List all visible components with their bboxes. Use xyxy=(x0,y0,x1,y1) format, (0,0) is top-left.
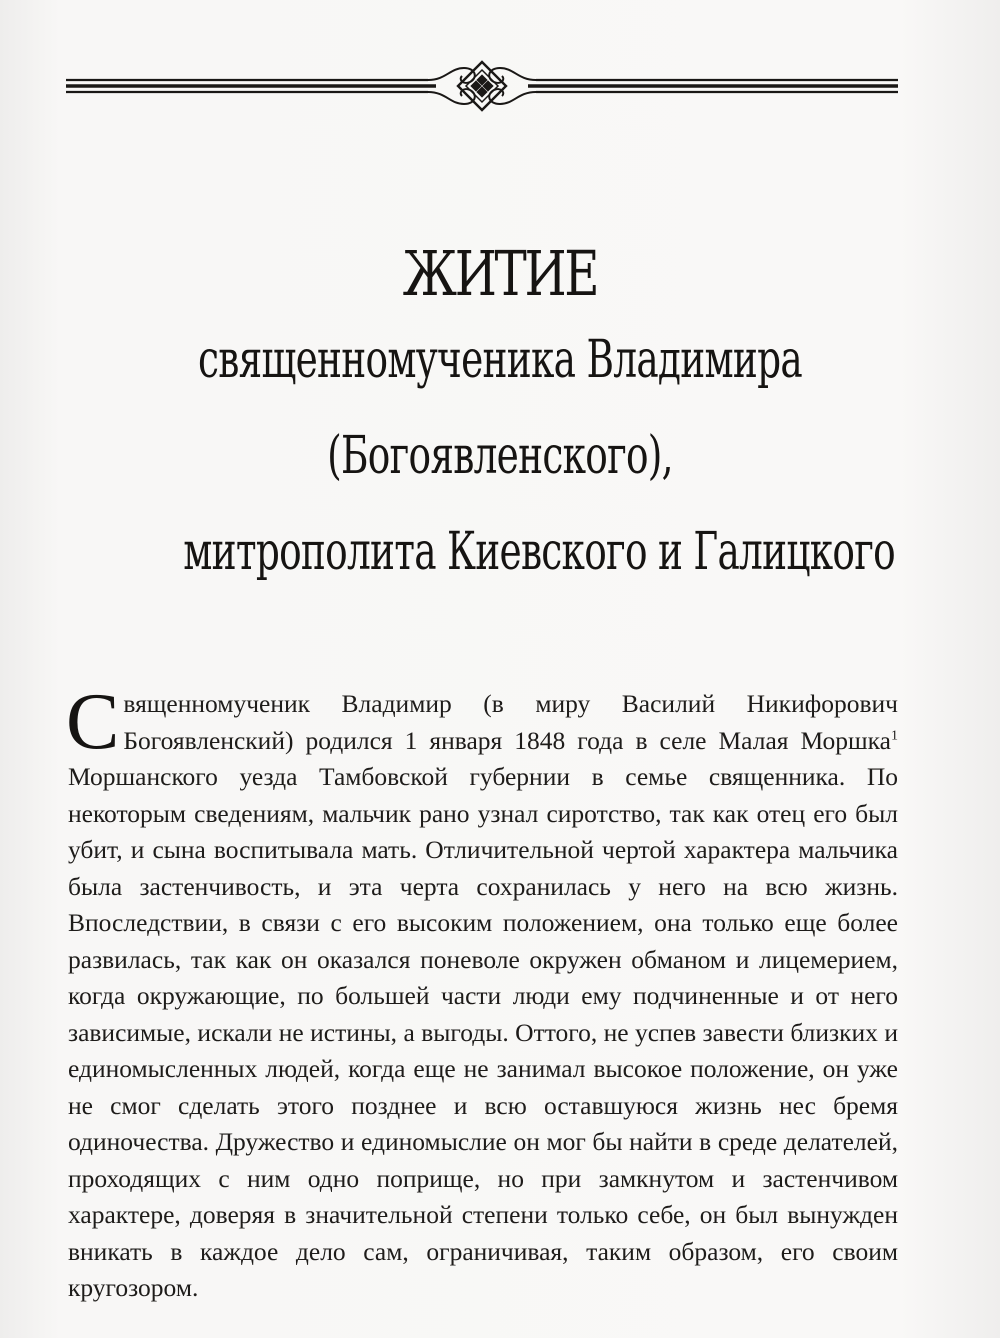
body-paragraph xyxy=(66,678,898,1307)
title-line-1: священномученика Владимира xyxy=(198,330,802,390)
chapter-title xyxy=(60,236,940,600)
title-main: ЖИТИЕ xyxy=(402,237,598,310)
drop-cap: С xyxy=(66,678,120,766)
decorative-header-rule-icon xyxy=(66,58,898,114)
body-text-part-1: вященномученик Владимир (в миру Василий Никифорович Богоявленский) родился 1 января 1848 года в селе Малая Моршка xyxy=(123,689,898,755)
title-line-3: митрополита Киевского и Галицкого xyxy=(183,522,895,582)
footnote-marker[interactable]: 1 xyxy=(891,728,898,743)
title-line-2: (Богоявленского), xyxy=(327,426,673,486)
body-text-part-2: Моршанского уезда Тамбовской губернии в семье священника. По некоторым сведениям, мальчик рано узнал сиротство, так как отец его был убит, и сына воспитывала мать. Отличительной чертой характера мальчика была застенчивость, и эта черта сохранилась у него на всю жизнь. Впоследствии, в связи с его высоким положением, она только еще более развилась, так как он оказался поневоле окружен обманом и лицемерием, когда окружающие, по большей части люди ему подчиненные и от него зависимые, искали не истины, а выгоды. Оттого, не успев завести близких и единомысленных людей, когда еще не занимал высокое положение, он уже не смог сделать этого позднее и всю оставшуюся жизнь нес бремя одиночества. Дружество и единомыслие он мог бы найти в среде делателей, проходящих с ним одно поприще, но при замкнутом и застенчивом характере, доверяя в значительной степени только себе, он был вынужден вникать в каждое дело сам, ограничивая, таким образом, его своим кругозором. xyxy=(68,762,898,1302)
